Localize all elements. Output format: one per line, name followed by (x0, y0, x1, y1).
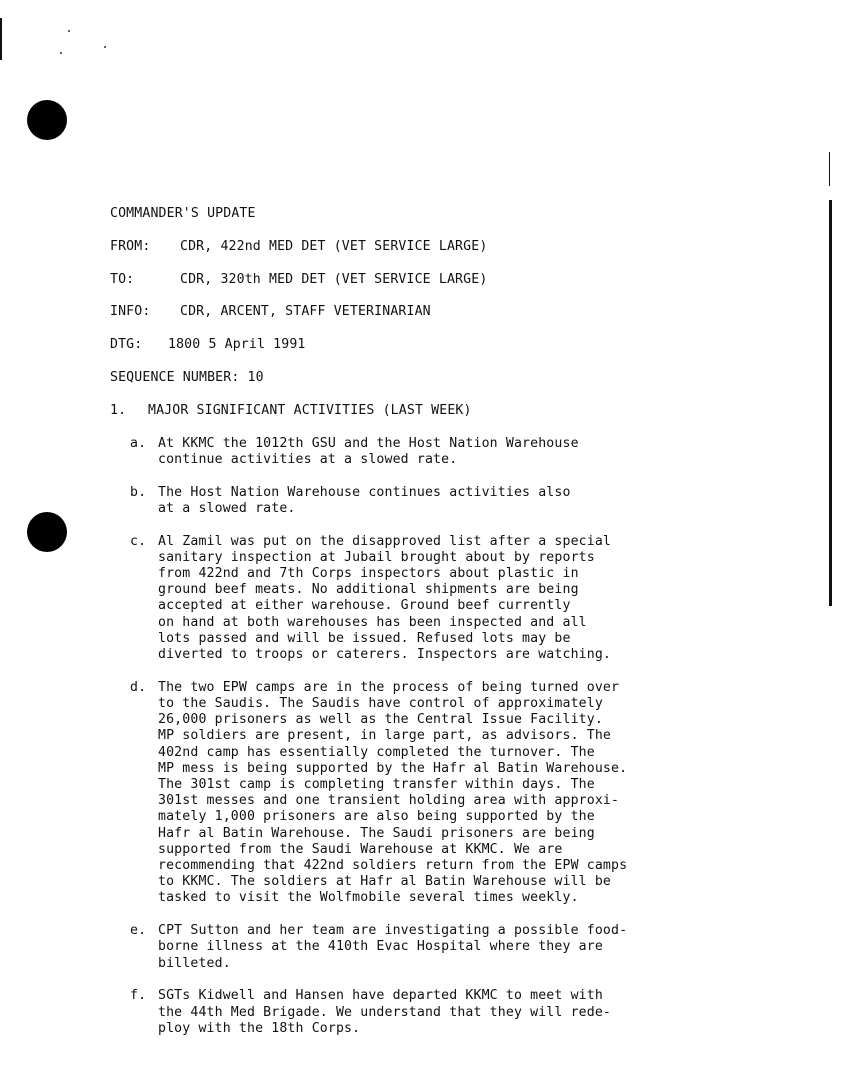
section-heading (110, 403, 750, 419)
from-line (110, 239, 750, 255)
item-letter: c. (130, 533, 147, 549)
item-text: SGTs Kidwell and Hansen have departed KKMC to meet with the 44th Med Brigade. We understand that they will rede- ploy with the 18th Corps. (158, 988, 612, 1036)
list-item (130, 436, 750, 468)
item-letter: d. (130, 679, 147, 695)
dtg-label: DTG: (110, 337, 143, 353)
section-number: 1. (110, 402, 127, 418)
scan-speck (104, 46, 106, 48)
list-item (130, 534, 750, 664)
item-text: The two EPW camps are in the process of being turned over to the Saudis. The Saudis have control of approximately 26,000 prisoners as well as the Central Issue Facility. MP soldiers are present, in large part, as advisors. The 402nd camp has essentially completed the turnover. The MP mess is being supported by the Hafr al Batin Warehouse. The 301st camp is completing transfer within days. The 301st messes and one transient holding area with approxi- mately 1,000 prisoners are also being supported by the Hafr al Batin Warehouse. The Saudi prisoners are being supported from the Saudi Warehouse at KKMC. We are recommending that 422nd soldiers return from the EPW camps to KKMC. The soldiers at Hafr al Batin Warehouse will be tasked to visit the Wolfmobile several times weekly. (158, 679, 628, 906)
memo-body (110, 206, 750, 1054)
dtg-value: 1800 5 April 1991 (168, 337, 306, 353)
info-value: CDR, ARCENT, STAFF VETERINARIAN (180, 304, 431, 320)
section-title: MAJOR SIGNIFICANT ACTIVITIES (LAST WEEK) (148, 402, 472, 418)
punch-hole-middle (27, 512, 67, 552)
right-edge-mark (829, 152, 830, 186)
right-edge-bar (829, 200, 832, 606)
to-value: CDR, 320th MED DET (VET SERVICE LARGE) (180, 271, 488, 287)
item-letter: e. (130, 923, 147, 939)
item-text: CPT Sutton and her team are investigating a possible food- borne illness at the 410th Evac Hospital where they are billeted. (158, 923, 628, 971)
info-line (110, 304, 750, 320)
punch-hole-top (27, 100, 67, 140)
scan-speck (68, 30, 70, 32)
scan-speck (60, 52, 62, 54)
item-text: Al Zamil was put on the disapproved list after a special sanitary inspection at Jubail brought about by reports from 422nd and 7th Corps inspectors about plastic in ground beef meats. No additional shipments are being accepted at either warehouse. Ground beef currently on hand at both warehouses has been inspected and all lots passed and will be issued. Refused lots may be diverted to troops or caterers. Inspectors are watching. (158, 533, 612, 662)
list-item (130, 923, 750, 972)
info-label: INFO: (110, 304, 151, 320)
from-value: CDR, 422nd MED DET (VET SERVICE LARGE) (180, 238, 488, 254)
list-item (130, 680, 750, 907)
item-text: The Host Nation Warehouse continues activities also at a slowed rate. (158, 484, 571, 516)
list-item (130, 988, 750, 1037)
to-line (110, 272, 750, 288)
memo-title: COMMANDER'S UPDATE (110, 206, 256, 221)
item-letter: a. (130, 435, 147, 451)
list-item (130, 485, 750, 517)
dtg-line (110, 337, 750, 353)
to-label: TO: (110, 271, 135, 287)
item-letter: f. (130, 988, 147, 1004)
item-letter: b. (130, 484, 147, 500)
sequence-number: SEQUENCE NUMBER: 10 (110, 369, 264, 385)
item-text: At KKMC the 1012th GSU and the Host Nation Warehouse continue activities at a slowed rate. (158, 435, 579, 467)
from-label: FROM: (110, 238, 151, 254)
left-edge-mark (0, 18, 2, 60)
